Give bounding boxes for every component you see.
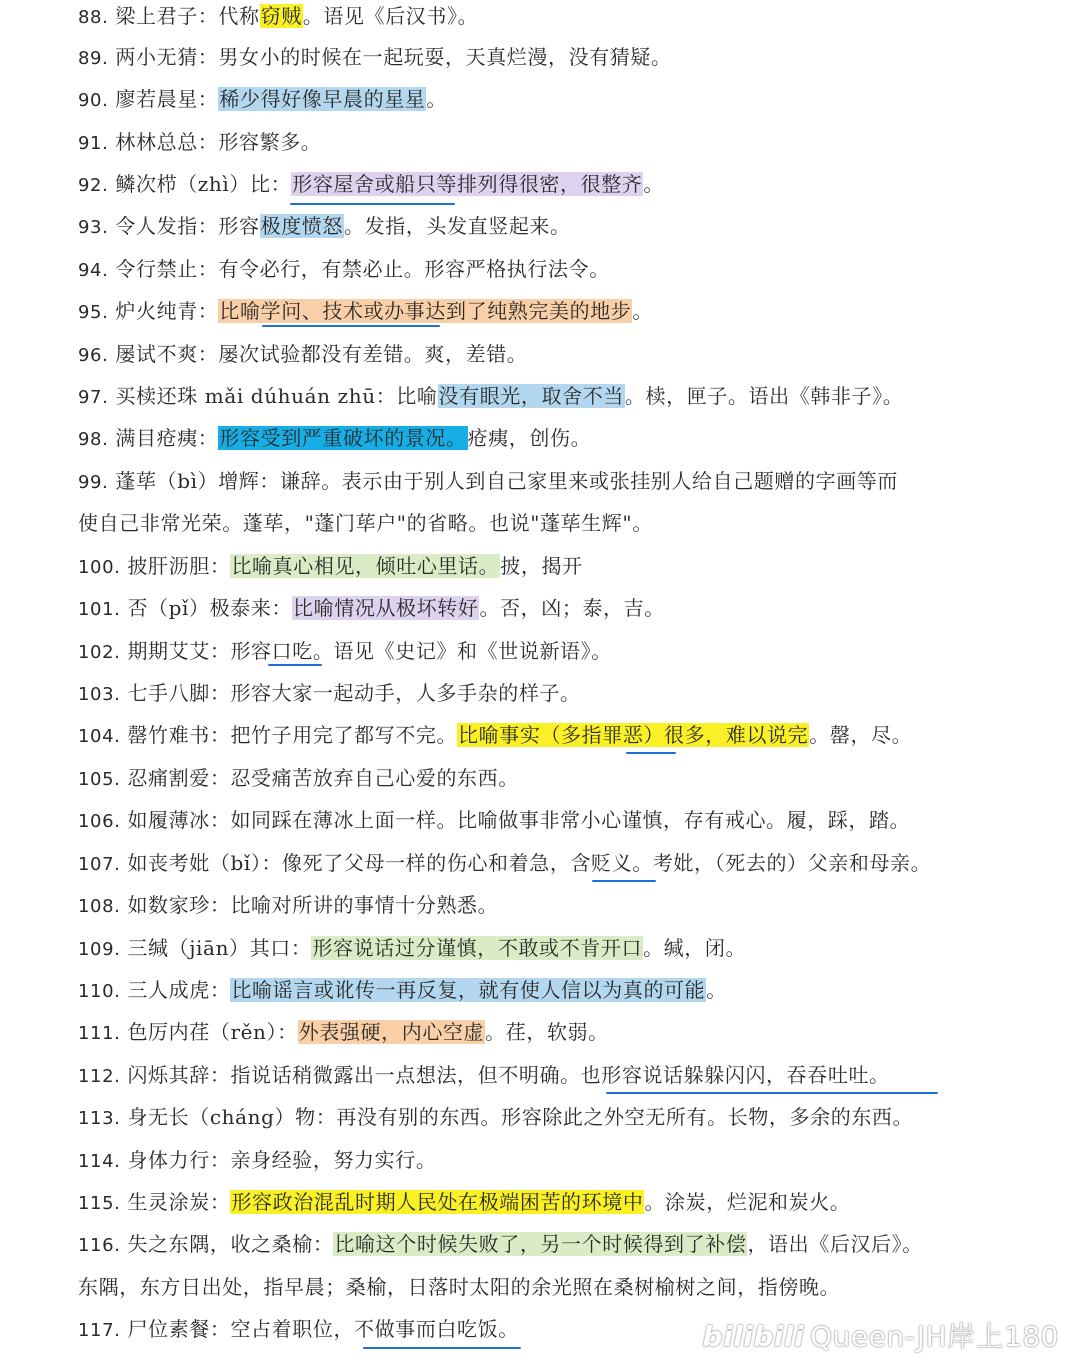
text-line — [78, 552, 583, 582]
text-line — [78, 43, 672, 73]
text-segment: 。语见《后汉书》。 — [302, 4, 479, 28]
text-line — [78, 1018, 609, 1048]
item-number: 114. — [78, 1151, 121, 1172]
text-line — [78, 1230, 923, 1260]
watermark-text: Queen-JH岸上180 — [810, 1320, 1059, 1353]
text-line — [78, 849, 931, 879]
text-segment: 生灵涂炭： — [120, 1190, 231, 1214]
pen-underline — [606, 1092, 938, 1094]
text-line — [78, 1103, 913, 1133]
text-segment: 两小无猜：男女小的时候在一起玩耍，天真烂漫，没有猜疑。 — [108, 45, 672, 69]
item-number: 91. — [78, 133, 109, 154]
text-line — [78, 85, 447, 115]
text-line — [78, 1188, 850, 1218]
item-number: 96. — [78, 345, 109, 366]
text-line — [78, 382, 903, 412]
text-line — [78, 1146, 436, 1176]
item-number: 115. — [78, 1193, 121, 1214]
pen-underline — [290, 203, 455, 205]
pen-underline — [592, 880, 656, 882]
highlighted-text: 外表强硬，内心空虚 — [298, 1020, 485, 1044]
text-segment: 如履薄冰：如同踩在薄冰上面一样。比喻做事非常小心谨慎，存有戒心。履，踩，踏。 — [120, 808, 911, 832]
text-line — [78, 721, 912, 751]
text-line — [78, 2, 478, 32]
item-number: 110. — [78, 981, 121, 1002]
item-number: 97. — [78, 387, 109, 408]
text-line — [78, 1061, 890, 1091]
text-segment: 三人成虎： — [120, 978, 231, 1002]
text-line — [78, 594, 665, 624]
text-segment: 。否，凶；泰，吉。 — [479, 596, 665, 620]
pen-underline — [363, 1347, 521, 1349]
item-number: 116. — [78, 1235, 121, 1256]
text-segment: 。 — [706, 978, 727, 1002]
text-line — [78, 1273, 840, 1301]
text-segment: 疮痍，创伤。 — [467, 426, 592, 450]
text-line — [78, 128, 321, 158]
text-line — [78, 212, 571, 242]
text-segment: 。涂炭，烂泥和炭火。 — [644, 1190, 851, 1214]
text-line — [78, 340, 527, 370]
item-number: 101. — [78, 599, 121, 620]
text-segment: 。 — [426, 87, 448, 111]
text-segment: 使自己非常光荣。蓬荜，"蓬门荜户"的省略。也说"蓬荜生辉"。 — [78, 511, 653, 535]
text-segment: 廖若晨星： — [108, 87, 219, 111]
text-segment: 。发指，头发直竖起来。 — [344, 214, 571, 238]
text-segment: 令人发指：形容 — [108, 214, 260, 238]
text-segment: 色厉内荏（rěn）： — [120, 1020, 298, 1044]
item-number: 107. — [78, 854, 121, 875]
text-segment: 失之东隅，收之桑榆： — [120, 1232, 334, 1256]
highlighted-text: 形容屋舍或船只等排列得很密，很整齐 — [292, 172, 643, 196]
item-number: 106. — [78, 811, 121, 832]
text-segment: 。椟，匣子。语出《韩非子》。 — [624, 384, 904, 408]
highlighted-text: 比喻情况从极坏转好 — [293, 596, 479, 620]
item-number: 111. — [78, 1023, 121, 1044]
text-line — [78, 891, 498, 921]
highlighted-text: 形容受到严重破坏的景况。 — [219, 426, 467, 450]
text-segment: 满目疮痍： — [108, 426, 219, 450]
item-number: 109. — [78, 939, 121, 960]
text-line — [78, 1315, 519, 1345]
text-segment: 罄竹难书：把竹子用完了都写不完。 — [120, 723, 458, 747]
text-segment: 披肝沥胆： — [120, 554, 231, 578]
text-line — [78, 976, 727, 1006]
text-segment: 尸位素餐：空占着职位，不做事而白吃饭。 — [120, 1317, 519, 1341]
text-segment: ，语出《后汉后》。 — [747, 1232, 923, 1256]
text-segment: 蓬荜（bì）增辉：谦辞。表示由于别人到自己家里来或张挂别人给自己题赠的字画等而 — [108, 469, 898, 493]
item-number: 108. — [78, 896, 121, 917]
item-number: 99. — [78, 472, 109, 493]
text-segment: 三缄（jiān）其口： — [120, 936, 312, 960]
text-segment: 林林总总：形容繁多。 — [108, 130, 322, 154]
text-segment: 闪烁其辞：指说话稍微露出一点想法，但不明确。也形容说话躲躲闪闪，吞吞吐吐。 — [120, 1063, 890, 1087]
item-number: 90. — [78, 90, 109, 111]
highlighted-text: 形容政治混乱时期人民处在极端困苦的环境中 — [231, 1190, 644, 1214]
item-number: 104. — [78, 726, 121, 747]
text-line — [78, 467, 898, 497]
highlighted-text: 比喻这个时候失败了，另一个时候得到了补偿 — [334, 1232, 747, 1256]
item-number: 112. — [78, 1066, 121, 1087]
text-line — [78, 679, 581, 709]
highlighted-text: 没有眼光，取舍不当 — [438, 384, 624, 408]
item-number: 92. — [78, 175, 109, 196]
text-segment: 如丧考妣（bǐ）：像死了父母一样的伤心和着急，含贬义。考妣，（死去的）父亲和母亲。 — [120, 851, 932, 875]
item-number: 100. — [78, 557, 121, 578]
text-line — [78, 297, 653, 327]
text-segment: 否（pǐ）极泰来： — [120, 596, 293, 620]
item-number: 93. — [78, 217, 109, 238]
text-segment: 令行禁止：有令必行，有禁必止。形容严格执行法令。 — [108, 257, 610, 281]
item-number: 105. — [78, 769, 121, 790]
highlighted-text: 比喻学问、技术或办事达到了纯熟完美的地步 — [219, 299, 632, 323]
item-number: 103. — [78, 684, 121, 705]
highlighted-text: 比喻事实（多指罪恶）很多，难以说完 — [458, 723, 809, 747]
text-segment: 梁上君子：代称 — [108, 4, 260, 28]
text-segment: 炉火纯青： — [108, 299, 219, 323]
text-line — [78, 255, 610, 285]
text-segment: 买椟还珠 mǎi dúhuán zhū：比喻 — [108, 384, 438, 408]
text-segment: 。 — [632, 299, 654, 323]
text-segment: 。罄，尽。 — [809, 723, 913, 747]
text-segment: 。荏，软弱。 — [485, 1020, 609, 1044]
watermark — [702, 1315, 1059, 1355]
text-segment: 披，揭开 — [500, 554, 583, 578]
text-segment: 身体力行：亲身经验，努力实行。 — [120, 1148, 437, 1172]
item-number: 94. — [78, 260, 109, 281]
text-line — [78, 764, 519, 794]
item-number: 113. — [78, 1108, 121, 1129]
text-segment: 东隅，东方日出处，指早晨；桑榆，日落时太阳的余光照在桑树榆树之间，指傍晚。 — [78, 1275, 841, 1299]
highlighted-text: 稀少得好像早晨的星星 — [219, 87, 426, 111]
text-segment: 。 — [643, 172, 665, 196]
text-segment: 。缄，闭。 — [643, 936, 747, 960]
highlighted-text: 比喻谣言或讹传一再反复，就有使人信以为真的可能 — [231, 978, 706, 1002]
highlighted-text: 极度愤怒 — [260, 214, 344, 238]
item-number: 98. — [78, 429, 109, 450]
item-number: 102. — [78, 642, 121, 663]
text-segment: 屡试不爽：屡次试验都没有差错。爽，差错。 — [108, 342, 528, 366]
pen-underline — [626, 752, 676, 754]
text-segment: 身无长（cháng）物：再没有别的东西。形容除此之外空无所有。长物，多余的东西。 — [120, 1105, 914, 1129]
item-number: 117. — [78, 1320, 121, 1341]
text-segment: 鳞次栉（zhì）比： — [108, 172, 292, 196]
text-line — [78, 806, 910, 836]
text-line — [78, 637, 612, 667]
highlighted-text: 窃贼 — [260, 4, 302, 28]
text-segment: 期期艾艾：形容口吃。语见《史记》和《世说新语》。 — [120, 639, 612, 663]
highlighted-text: 形容说话过分谨慎，不敢或不肯开口 — [312, 936, 643, 960]
text-line — [78, 424, 591, 454]
highlighted-text: 比喻真心相见，倾吐心里话。 — [231, 554, 500, 578]
text-line — [78, 170, 664, 200]
text-line — [78, 509, 653, 537]
item-number: 95. — [78, 302, 109, 323]
text-segment: 七手八脚：形容大家一起动手，人多手杂的样子。 — [120, 681, 581, 705]
item-number: 89. — [78, 48, 109, 69]
bilibili-logo: bilibili — [702, 1320, 805, 1353]
text-segment: 如数家珍：比喻对所讲的事情十分熟悉。 — [120, 893, 499, 917]
text-segment: 忍痛割爱：忍受痛苦放弃自己心爱的东西。 — [120, 766, 519, 790]
text-line — [78, 934, 746, 964]
item-number: 88. — [78, 7, 109, 28]
